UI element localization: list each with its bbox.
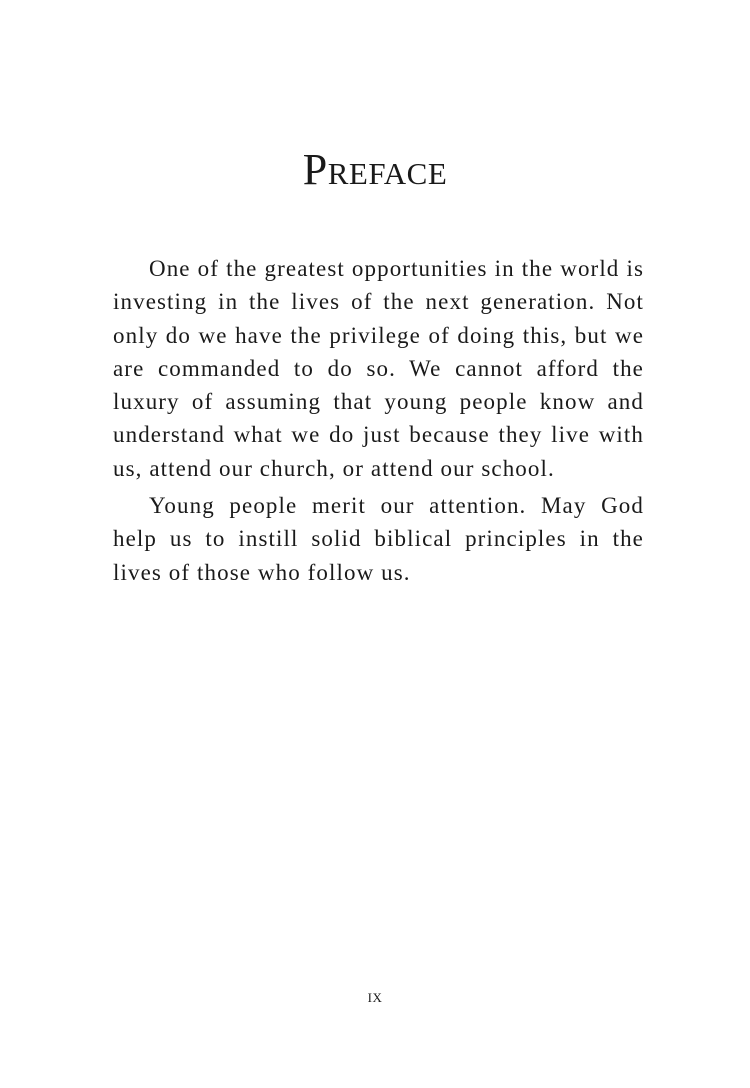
body-text: [113, 252, 644, 593]
paragraph: One of the greatest opportunities in the world is investing in the lives of the next generation. Not only do we have the privilege of doing this, but we are commanded to do so. We cannot afford the luxury of assuming that young people know and understand what we do just because they live with us, attend our church, or attend our school.: [113, 256, 644, 481]
paragraph: Young people merit our attention. May God help us to instill solid biblical principles in the lives of those who follow us.: [113, 493, 644, 585]
page-number: IX: [367, 990, 383, 1005]
page-title: Preface: [302, 145, 448, 194]
